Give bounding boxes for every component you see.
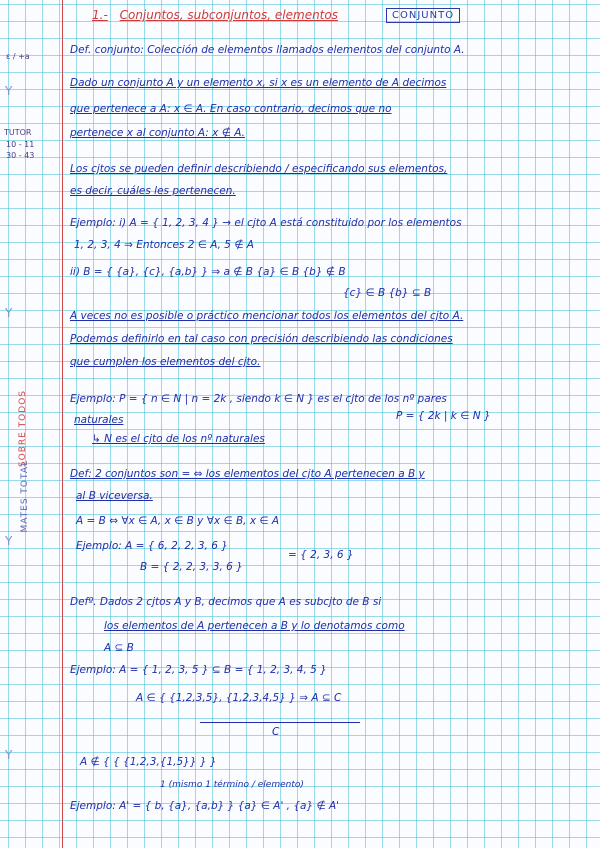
punch-hole-mark: Y xyxy=(5,748,13,762)
margin-stamp: SOBRE TODOS xyxy=(18,390,28,468)
tutor-hours: 30 - 43 xyxy=(6,151,35,160)
formula-line: = { 2, 3, 6 } xyxy=(288,549,354,561)
formula-line: A = B ⇔ ∀x ∈ A, x ∈ B y ∀x ∈ B, x ∈ A xyxy=(76,515,280,527)
margin-note: ε / +a xyxy=(6,52,30,61)
example-line: 1, 2, 3, 4 ⇒ Entonces 2 ∈ A, 5 ∉ A xyxy=(74,239,254,251)
example-line: A ∈ { {1,2,3,5}, {1,2,3,4,5} } ⇒ A ⊆ C xyxy=(136,692,342,704)
tutor-label: TUTOR xyxy=(4,128,32,137)
example-line: {c} ∈ B {b} ⊆ B xyxy=(343,287,432,299)
section-number: 1.- xyxy=(92,8,108,22)
tutor-hours: 10 - 11 xyxy=(6,140,35,149)
text-line: al B viceversa. xyxy=(76,490,153,502)
text-line: Podemos definirlo en tal caso con precisión describiendo las condiciones xyxy=(70,333,453,345)
example-line: Ejemplo: A' = { b, {a}, {a,b} } {a} ∈ A' , {a} ∉ A' xyxy=(70,800,340,812)
example-line: Ejemplo: i) A = { 1, 2, 3, 4 } → el cjto A está constituido por los elementos xyxy=(70,217,462,229)
margin-line xyxy=(62,0,63,848)
text-line: es decir, cuáles les pertenecen. xyxy=(70,185,236,197)
formula-line: P = { 2k | k ∈ N } xyxy=(396,410,491,422)
text-line: Los cjtos se pueden definir describiendo / especificando sus elementos, xyxy=(70,163,448,175)
punch-hole-mark: Y xyxy=(5,306,13,320)
text-line: los elementos de A pertenecen a B y lo denotamos como xyxy=(104,620,405,632)
text-line: pertenece x al conjunto A: x ∉ A. xyxy=(70,127,245,139)
text-line: que pertenece a A: x ∈ A. En caso contrario, decimos que no xyxy=(70,103,392,115)
annotation-note: 1 (mismo 1 término / elemento) xyxy=(160,780,304,790)
definition-subset: Defº. Dados 2 cjtos A y B, decimos que A es subcjto de B si xyxy=(70,596,382,608)
topic-badge: CONJUNTO xyxy=(386,8,460,23)
text-line: que cumplen los elementos del cjto. xyxy=(70,356,261,368)
text-line: ↳ N es el cjto de los nº naturales xyxy=(92,433,265,445)
section-title: Conjuntos, subconjuntos, elementos xyxy=(119,8,338,22)
punch-hole-mark: Y xyxy=(5,534,13,548)
text-line: naturales xyxy=(74,414,124,426)
example-line: Ejemplo: P = { n ∈ N | n = 2k , siendo k ∈ N } es el cjto de los nº pares xyxy=(70,393,447,405)
example-line: B = { 2, 2, 3, 3, 6 } xyxy=(140,561,243,573)
formula-line: A ∉ { { {1,2,3,{1,5}} } } xyxy=(80,756,217,768)
definition-equality: Def: 2 conjuntos son = ⇔ los elementos del cjto A pertenecen a B y xyxy=(70,468,425,480)
punch-hole-mark: Y xyxy=(5,84,13,98)
definition-conjunto: Def. conjunto: Colección de elementos llamados elementos del conjunto A. xyxy=(70,44,465,56)
text-line: Dado un conjunto A y un elemento x, si x es un elemento de A decimos xyxy=(70,77,447,89)
example-line: Ejemplo: A = { 6, 2, 2, 3, 6 } xyxy=(76,540,228,552)
example-line: ii) B = { {a}, {c}, {a,b} } ⇒ a ∉ B {a} ∈ B {b} ∉ B xyxy=(70,266,346,278)
formula-line: A ⊆ B xyxy=(104,642,134,654)
underbrace xyxy=(200,722,360,723)
example-line: Ejemplo: A = { 1, 2, 3, 5 } ⊆ B = { 1, 2, 3, 4, 5 } xyxy=(70,664,327,676)
margin-stamp: MATES TOTAL xyxy=(20,460,30,533)
text-line: A veces no es posible o práctico mencionar todos los elementos del cjto A. xyxy=(70,310,464,322)
set-label: C xyxy=(272,726,280,738)
page-title xyxy=(92,8,338,22)
